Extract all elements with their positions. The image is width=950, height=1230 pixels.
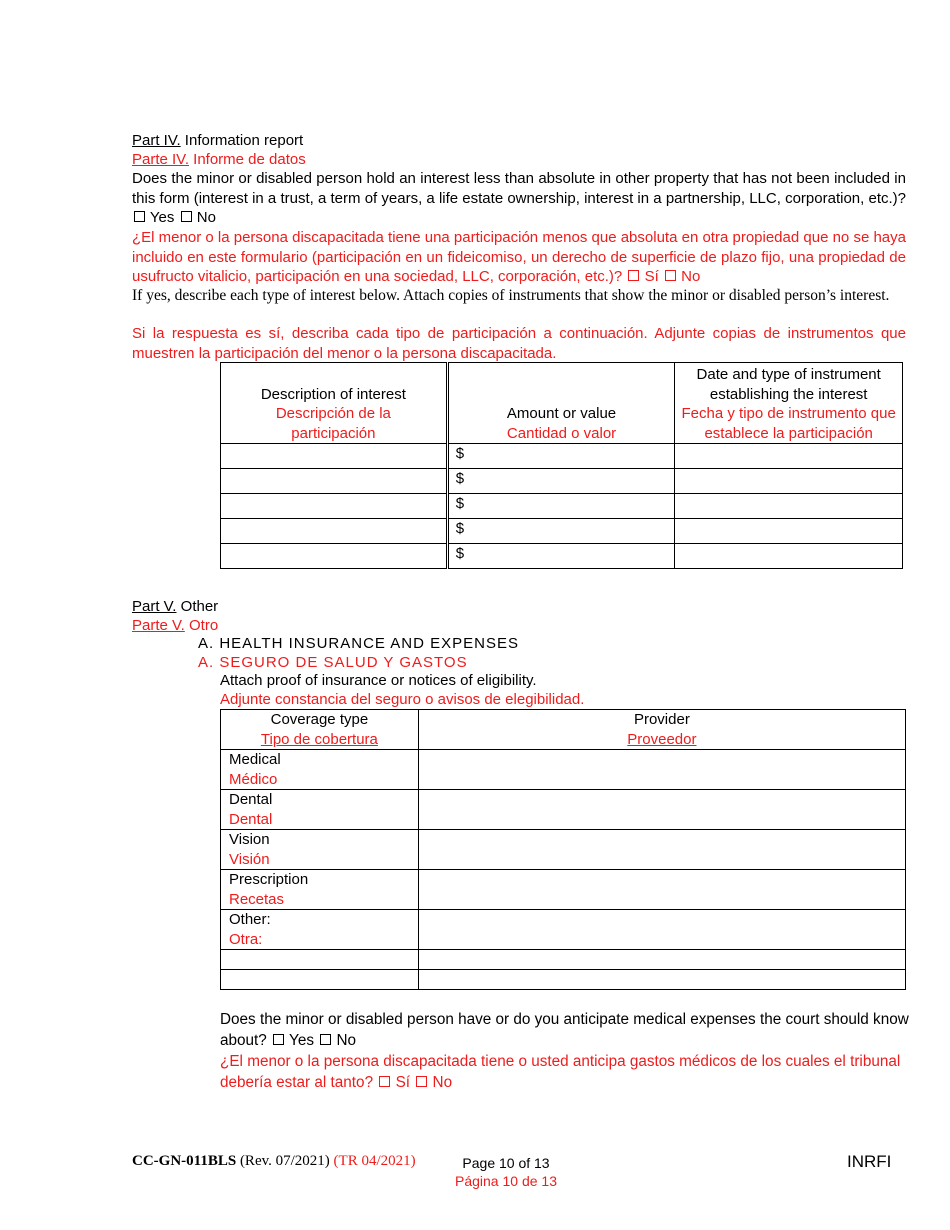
coverage-type-vision [221, 830, 419, 870]
form-translation: (TR 04/2021) [329, 1153, 416, 1169]
provider-field-vision[interactable] [418, 830, 905, 870]
interest-description-field[interactable] [221, 544, 448, 569]
interest-instrument-field[interactable] [675, 494, 903, 519]
part5-label-es: Parte V. [132, 617, 185, 634]
provider-field-other[interactable] [418, 910, 905, 950]
yes-label-es: Sí [644, 268, 659, 285]
form-footer-id [132, 1152, 416, 1171]
coverage-row-blank [221, 970, 906, 990]
medical-no-checkbox-en[interactable] [320, 1034, 331, 1045]
form-id: CC-GN-011BLS [132, 1153, 237, 1169]
interest-header-instrument [675, 363, 903, 444]
coverage-type-vision-es: Visión [229, 850, 270, 868]
medical-yes-label-en: Yes [289, 1032, 314, 1049]
interest-row [221, 494, 903, 519]
coverage-type-medical-en: Medical [229, 751, 281, 768]
medical-yes-checkbox-es[interactable] [379, 1076, 390, 1087]
interest-header-description-es: Descripción de la participación [275, 405, 391, 442]
interest-description-field[interactable] [221, 494, 448, 519]
part4-heading-en [132, 131, 303, 151]
interest-header-description [221, 363, 448, 444]
part4-question-es-text: ¿El menor o la persona discapacitada tiene una participación menos que absoluta en otra propiedad que no se haya incluido en este formulario (participación en un fideicomiso, un derecho de superficie de plazo fijo, una propiedad de usufructo vitalicio, participación en una sociedad, LLC, corporación, etc.)? [132, 229, 906, 285]
part4-heading-es [132, 150, 306, 170]
attach-instruction-en: Attach proof of insurance or notices of eligibility. [220, 672, 537, 689]
coverage-type-prescription-es: Recetas [229, 890, 285, 908]
medical-yes-checkbox-en[interactable] [273, 1034, 284, 1045]
part4-question-es [132, 228, 906, 287]
interest-instrument-field[interactable] [675, 469, 903, 494]
coverage-type-vision-en: Vision [229, 831, 270, 848]
coverage-type-prescription [221, 870, 419, 910]
yes-checkbox-en[interactable] [134, 211, 145, 222]
interest-amount-field[interactable] [447, 444, 675, 469]
dollar-sign: $ [455, 445, 465, 462]
coverage-type-prescription-en: Prescription [229, 871, 309, 888]
attach-instruction-es: Adjunte constancia del seguro o avisos de elegibilidad. [220, 691, 585, 708]
part5-title-es: Otro [184, 617, 219, 634]
coverage-row-other [221, 910, 906, 950]
coverage-type-dental-en: Dental [229, 791, 273, 808]
form-code: INRFI [847, 1152, 892, 1171]
interest-header-amount [447, 363, 675, 444]
medical-question-es-text: ¿El menor o la persona discapacitada tiene o usted anticipa gastos médicos de los cuales el tribunal debería estar al tanto? [220, 1053, 901, 1091]
coverage-table [220, 709, 906, 990]
coverage-header-type-en: Coverage type [270, 711, 369, 728]
medical-question-en [220, 1009, 910, 1051]
part4-question-en-text: Does the minor or disabled person hold an interest less than absolute in other property that has not been included in this form (interest in a trust, a term of years, a life estate ownership, interest in a partnership, LLC, corporation, etc.)? [132, 170, 906, 207]
medical-no-label-en: No [336, 1032, 357, 1049]
interest-row [221, 469, 903, 494]
coverage-type-medical [221, 750, 419, 790]
interest-description-field[interactable] [221, 519, 448, 544]
provider-field-medical[interactable] [418, 750, 905, 790]
provider-field-blank[interactable] [418, 950, 905, 970]
dollar-sign: $ [455, 545, 465, 562]
interest-header-amount-es: Cantidad o valor [506, 424, 617, 442]
interest-table [220, 362, 903, 569]
provider-field-dental[interactable] [418, 790, 905, 830]
section-a-heading-en: A. HEALTH INSURANCE AND EXPENSES [198, 635, 519, 652]
yes-checkbox-es[interactable] [628, 270, 639, 281]
section-a-heading-es: A. SEGURO DE SALUD Y GASTOS [198, 654, 468, 671]
part5-title-en: Other [176, 598, 219, 615]
form-revision: (Rev. 07/2021) [236, 1153, 330, 1169]
interest-amount-field[interactable] [447, 544, 675, 569]
no-label-es: No [681, 268, 701, 285]
medical-no-checkbox-es[interactable] [416, 1076, 427, 1087]
coverage-header-provider-es: Proveedor [627, 730, 697, 748]
part5-label-en: Part V. [132, 598, 177, 615]
coverage-row-dental [221, 790, 906, 830]
interest-header-description-en: Description of interest [260, 385, 406, 403]
interest-header-amount-en: Amount or value [506, 405, 617, 422]
coverage-type-other-es: Otra: [229, 930, 263, 948]
provider-field-blank[interactable] [418, 970, 905, 990]
interest-amount-field[interactable] [447, 469, 675, 494]
coverage-header-provider [418, 710, 905, 750]
medical-question-es [220, 1051, 910, 1093]
interest-row [221, 544, 903, 569]
part4-label-es: Parte IV. [132, 151, 189, 168]
coverage-row-vision [221, 830, 906, 870]
no-label-en: No [196, 209, 216, 226]
part5-heading-es [132, 616, 218, 636]
dollar-sign: $ [455, 495, 465, 512]
part4-instructions-en: If yes, describe each type of interest below. Attach copies of instruments that show the minor or disabled person’s interest. [132, 287, 890, 304]
page-number-en: Page 10 of 13 [462, 1155, 550, 1171]
interest-instrument-field[interactable] [675, 519, 903, 544]
part4-label-en: Part IV. [132, 132, 181, 149]
provider-field-prescription[interactable] [418, 870, 905, 910]
interest-amount-field[interactable] [447, 494, 675, 519]
coverage-type-dental [221, 790, 419, 830]
yes-label-en: Yes [149, 209, 175, 226]
coverage-type-field-blank[interactable] [221, 950, 419, 970]
coverage-type-field-blank[interactable] [221, 970, 419, 990]
interest-instrument-field[interactable] [675, 544, 903, 569]
coverage-header-type-es: Tipo de cobertura [260, 730, 378, 748]
medical-no-label-es: No [432, 1074, 453, 1091]
interest-description-field[interactable] [221, 444, 448, 469]
interest-description-field[interactable] [221, 469, 448, 494]
interest-row [221, 444, 903, 469]
interest-amount-field[interactable] [447, 519, 675, 544]
coverage-type-other [221, 910, 419, 950]
part4-instructions-es: Si la respuesta es sí, describa cada tipo de participación a continuación. Adjunte copias de instrumentos que muestren la participación del menor o la persona discapacitada. [132, 325, 906, 362]
part4-title-es: Informe de datos [188, 151, 306, 168]
page-number-es: Página 10 de 13 [455, 1173, 557, 1189]
medical-yes-label-es: Sí [395, 1074, 411, 1091]
interest-header-instrument-es: Fecha y tipo de instrumento que establece la participación [681, 405, 896, 442]
coverage-type-dental-es: Dental [229, 810, 273, 828]
coverage-row-medical [221, 750, 906, 790]
coverage-type-other-en: Other: [229, 911, 271, 928]
part4-question-en [132, 169, 906, 228]
part4-title-en: Information report [180, 132, 304, 149]
medical-question-en-text: Does the minor or disabled person have or do you anticipate medical expenses the court should know about? [220, 1011, 909, 1049]
no-checkbox-en[interactable] [181, 211, 192, 222]
page-number [446, 1154, 566, 1190]
dollar-sign: $ [455, 470, 465, 487]
coverage-header-provider-en: Provider [633, 711, 690, 728]
part5-heading-en [132, 597, 218, 617]
dollar-sign: $ [455, 520, 465, 537]
coverage-header-type [221, 710, 419, 750]
coverage-row-blank [221, 950, 906, 970]
interest-header-instrument-en: Date and type of instrument establishing the interest [696, 366, 881, 403]
coverage-row-prescription [221, 870, 906, 910]
no-checkbox-es[interactable] [665, 270, 676, 281]
interest-row [221, 519, 903, 544]
interest-instrument-field[interactable] [675, 444, 903, 469]
coverage-type-medical-es: Médico [229, 770, 278, 788]
